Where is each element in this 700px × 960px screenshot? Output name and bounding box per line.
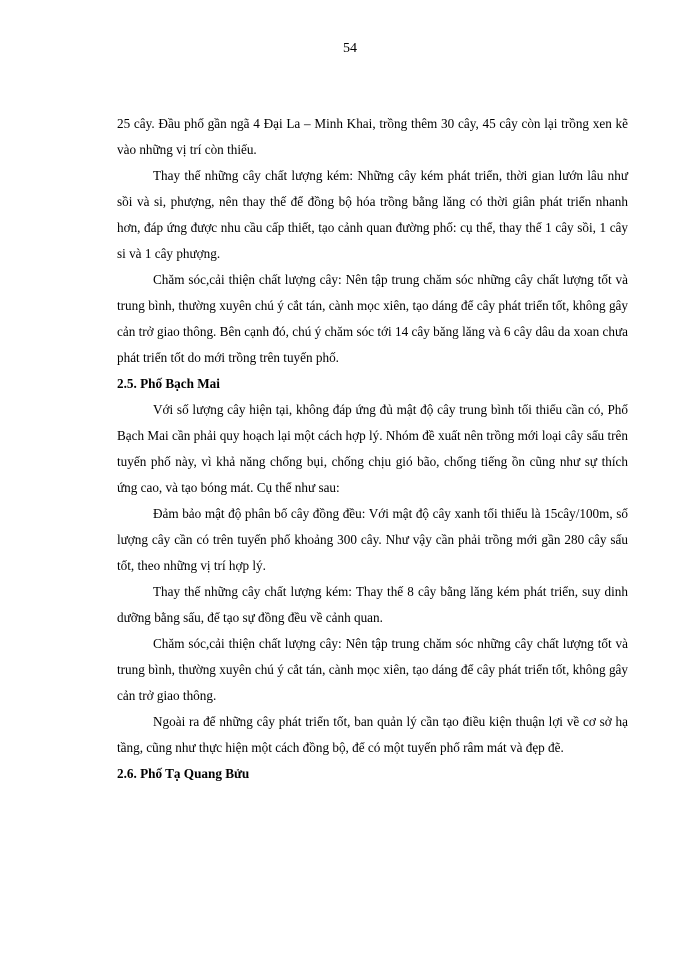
body-paragraph: Đảm bảo mật độ phân bố cây đồng đều: Với mật độ cây xanh tối thiểu là 15cây/100m, số lượng cây cần có trên tuyến phố khoảng 300 cây. Như vậy cần phải trồng mới gần 280 cây sấu tốt, theo những vị trí hợp lý.: [117, 506, 628, 573]
body-paragraph: Ngoài ra để những cây phát triển tốt, ban quản lý cần tạo điều kiện thuận lợi về cơ sở hạ tầng, cũng như thực hiện một cách đồng bộ, để có một tuyến phố râm mát và đẹp đẽ.: [117, 714, 628, 755]
body-paragraph: Thay thế những cây chất lượng kém: Những cây kém phát triển, thời gian lướn lâu như sồi và si, phượng, nên thay thế để đồng bộ hóa trồng bằng lăng có thời giân phát triển nhanh hơn, đáp ứng được nhu cầu cấp thiết, tạo cảnh quan đường phố: cụ thể, thay thế 1 cây sồi, 1 cây si và 1 cây phượng.: [117, 168, 628, 261]
body-paragraph: Chăm sóc,cải thiện chất lượng cây: Nên tập trung chăm sóc những cây chất lượng tốt và trung bình, thường xuyên chú ý cắt tán, cành mọc xiên, tạo dáng để cây phát triển tốt, không gây cản trở giao thông.: [117, 636, 628, 703]
document-body: [117, 111, 628, 787]
page-number: 54: [343, 41, 357, 56]
body-paragraph: 25 cây. Đầu phố gần ngã 4 Đại La – Minh Khai, trồng thêm 30 cây, 45 cây còn lại trồng xen kẽ vào những vị trí còn thiếu.: [117, 116, 628, 157]
body-paragraph: Với số lượng cây hiện tại, không đáp ứng đủ mật độ cây trung bình tối thiểu cần có, Phố Bạch Mai cần phải quy hoạch lại một cách hợp lý. Nhóm đề xuất nên trồng mới loại cây sấu trên tuyến phố này, vì khả năng chống bụi, chống chịu gió bão, chống tiếng ồn cũng như sự thích ứng cao, và tạo bóng mát. Cụ thể như sau:: [117, 402, 628, 495]
body-paragraph: Thay thế những cây chất lượng kém: Thay thế 8 cây bằng lăng kém phát triển, suy dinh dưỡng bằng sấu, để tạo sự đồng đều về cảnh quan.: [117, 584, 628, 625]
section-heading: 2.6. Phố Tạ Quang Bửu: [117, 766, 250, 781]
body-paragraph: Chăm sóc,cải thiện chất lượng cây: Nên tập trung chăm sóc những cây chất lượng tốt và trung bình, thường xuyên chú ý cắt tán, cành mọc xiên, tạo dáng để cây phát triển tốt, không gây cản trở giao thông. Bên cạnh đó, chú ý chăm sóc tới 14 cây băng lăng và 6 cây dâu da xoan chưa phát triển tốt do mới trồng trên tuyến phố.: [117, 272, 628, 365]
section-heading: 2.5. Phố Bạch Mai: [117, 376, 220, 391]
